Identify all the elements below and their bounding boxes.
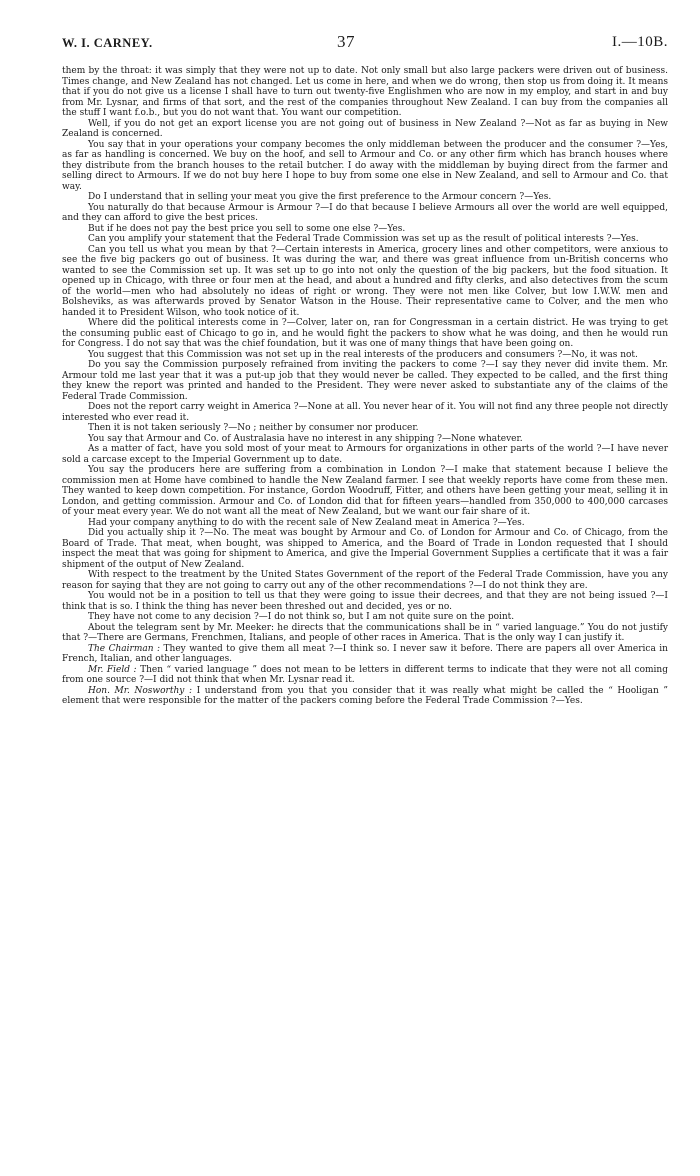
paragraph: But if he does not pay the best price you sell to some one else ?—Yes. [88, 223, 406, 234]
paragraph: You would not be in a position to tell us that they were going to issue their decrees, and that they are not being issued ?—I think that is so. I think the thing has never been threshed out and decided, yes or no. [62, 591, 668, 612]
paragraph: As a matter of fact, have you sold most of your meat to Armours for organizations in other parts of the world ?—I have never sold a carcase except to the Imperial Government up to date. [62, 444, 668, 465]
paragraph: them by the throat: it was simply that they were not up to date. Not only small but also large packers were driven out of business. Times change, and New Zealand has not changed. Let us come in here, and when we do wrong, then stop us from doing it. It means that if you do not give us a license I shall have to turn out twenty-five Englishmen who are now in my employ, and start in and buy from Mr. Lysnar, and firms of that sort, and the rest of the companies throughout New Zealand. I can buy from the companies all the stuff I want f.o.b., but you do not want that. You want our competition. [62, 66, 668, 118]
paragraph: You say that Armour and Co. of Australasia have no interest in any shipping ?—None whatever. [88, 433, 523, 444]
paragraph: Well, if you do not get an export license you are not going out of business in New Zealand ?—Not as far as buying in New Zealand is concerned. [62, 118, 668, 139]
document-body [62, 66, 668, 707]
paragraph: Can you tell us what you mean by that ?—Certain interests in America, grocery lines and other competitors, were anxious to see the five big packers go out of business. It was during the war, and there was great influence from un-British concerns who wanted to see the Commission set up. It was set up to go into not only the question of the big packers, but the food situation. It opened up in Chicago, with three or four men at the head, and about a hundred and fifty clerks, and also detectives from the scum of the world—men who had absolutely no ideas of right or wrong. They were not men like Colver, but low I.W.W. men and Bolsheviks, as was afterwards proved by Senator Watson in the House. Their representative came to Colver, and the men who handed it to President Wilson, who took notice of it. [62, 244, 668, 318]
paragraph: Where did the political interests come in ?—Colver, later on, ran for Congressman in a certain district. He was trying to get the consuming public east of Chicago to go in, and he would fight the packers to show what he was doing, and then he would run for Congress. I do not say that was the chief foundation, but it was one of many things that have been going on. [62, 318, 668, 349]
speaker-label: Hon. Mr. Nosworthy : [88, 685, 192, 696]
paragraph: Do you say the Commission purposely refrained from inviting the packers to come ?—I say they never did invite them. Mr. Armour told me last year that it was a put-up job that they would never be called. They expected to be called, and the first thing they knew the report was printed and handed to the President. They were never asked to substantiate any of the claims of the Federal Trade Commission. [62, 360, 668, 402]
paragraph: Did you actually ship it ?—No. The meat was bought by Armour and Co. of London for Armour and Co. of Chicago, from the Board of Trade. That meat, when bought, was shipped to America, and the Board of Trade in London requested that I should inspect the meat that was going for shipment to America, and give the Imperial Government Supplies a certificate that it was a fair shipment of the output of New Zealand. [62, 528, 668, 570]
paragraph: Does not the report carry weight in America ?—None at all. You never hear of it. You will not find any three people not directly interested who ever read it. [62, 402, 668, 423]
speaker-paragraph [62, 644, 668, 665]
witness-name: W. I. CARNEY. [62, 36, 153, 50]
speaker-text: I understand from you that you consider that it was really what might be called the “ Hooligan ” element that were responsible for the matter of the packers coming before the Federal Trade Commission ?—Yes. [62, 685, 668, 706]
speaker-label: The Chairman : [88, 643, 161, 654]
paragraph: Then it is not taken seriously ?—No ; neither by consumer nor producer. [88, 423, 419, 433]
speaker-paragraph [62, 665, 668, 686]
speaker-text: They wanted to give them all meat ?—I think so. I never saw it before. There are papers all over America in French, Italian, and other languages. [62, 643, 668, 664]
paragraph: They have not come to any decision ?—I do not think so, but I am not quite sure on the point. [88, 612, 515, 622]
speaker-label: Mr. Field : [88, 664, 137, 675]
page-number: 37 [337, 32, 355, 51]
paragraph: You naturally do that because Armour is Armour ?—I do that because I believe Armours all over the world are well equipped, and they can afford to give the best prices. [62, 202, 668, 223]
speaker-paragraph [62, 686, 668, 707]
paragraph: You say that in your operations your company becomes the only middleman between the producer and the consumer ?—Yes, as far as handling is concerned. We buy on the hoof, and sell to Armour and Co. or any other firm which has branch houses where they distribute from the branch houses to the retail butcher. I do away with the middleman by buying direct from the farmer and selling direct to Armours. If we do not buy here I hope to buy from some one else in New Zealand, and sell to Armour and Co. that way. [62, 139, 668, 192]
paragraph: You say the producers here are suffering from a combination in London ?—I make that statement because I believe the commission men at Home have combined to handle the New Zealand farmer. I see that weekly reports have come from these men. They wanted to keep down competition. For instance, Gordon Woodruff, Fitter, and others have been getting your meat, selling it in London, and getting commission. Armour and Co. of London did that for fifteen years—handled from 350,000 to 400,000 carcases of your meat every year. We do not want all the meat of New Zealand, but we want our fair share of it. [62, 465, 668, 517]
paragraph: Can you amplify your statement that the Federal Trade Commission was set up as the result of political interests ?—Yes. [88, 234, 639, 244]
page-header [62, 32, 668, 56]
paragraph: About the telegram sent by Mr. Meeker: he directs that the communications shall be in “ varied language.” You do not justify that ?—There are Germans, Frenchmen, Italians, and people of other races in America. That is the only way I can justify it. [62, 622, 668, 643]
paragraph: You suggest that this Commission was not set up in the real interests of the producers and consumers ?—No, it was not. [88, 349, 638, 360]
paragraph: With respect to the treatment by the United States Government of the report of the Federal Trade Commission, have you any reason for saying that they are not going to carry out any of the other recommendations ?—I do not think they are. [62, 570, 668, 591]
document-reference: I.—10B. [612, 34, 668, 50]
speaker-text: Then “ varied language ” does not mean to be letters in different terms to indicate that they were not all coming from one source ?—I did not think that when Mr. Lysnar read it. [62, 664, 668, 685]
paragraph: Had your company anything to do with the recent sale of New Zealand meat in America ?—Yes. [88, 517, 525, 528]
paragraph: Do I understand that in selling your meat you give the first preference to the Armour concern ?—Yes. [88, 192, 552, 202]
